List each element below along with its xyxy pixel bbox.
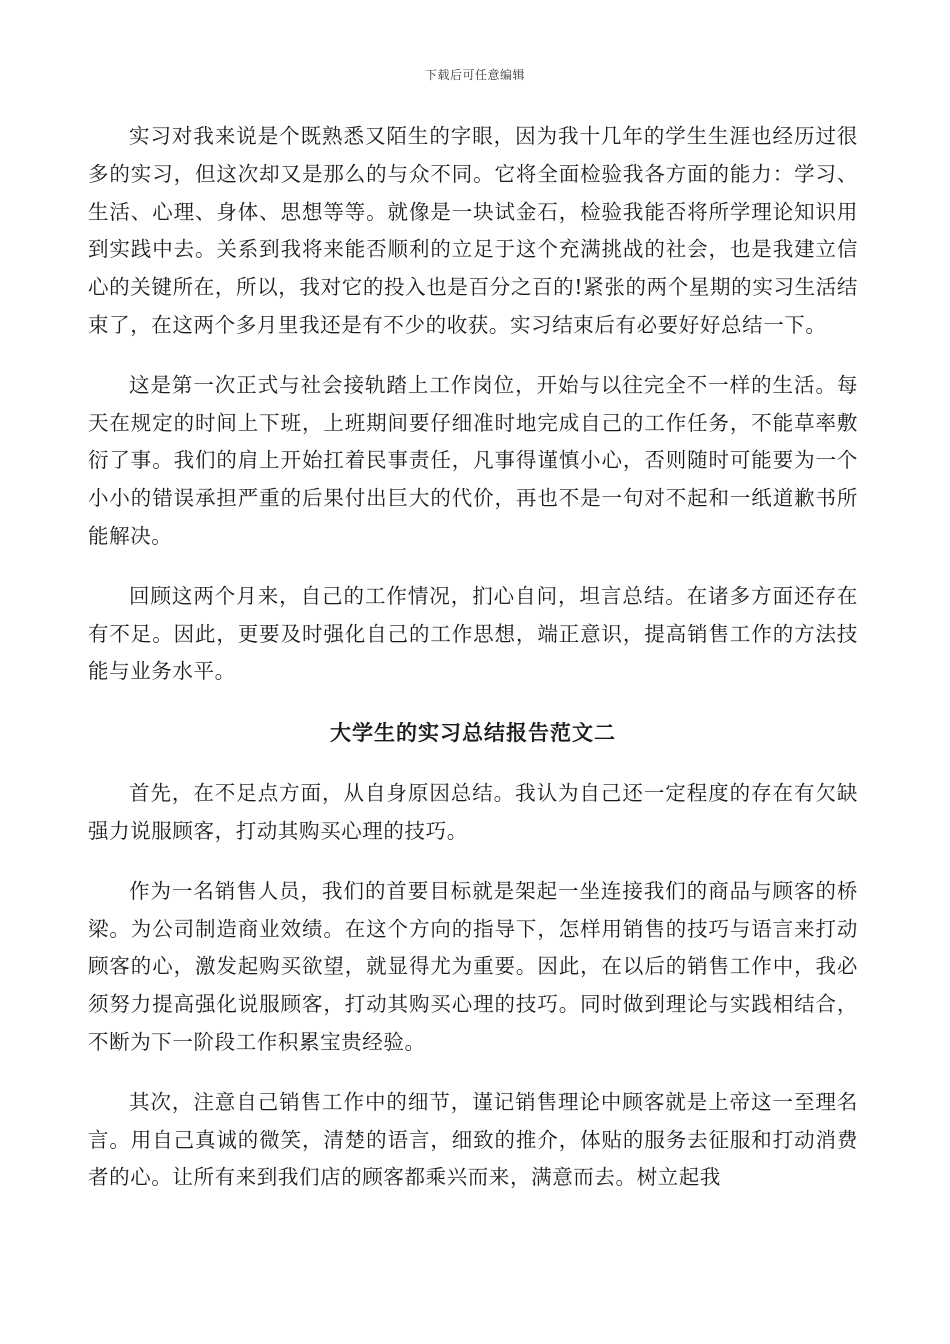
- document-body: [88, 118, 858, 1219]
- paragraph: 回顾这两个月来，自己的工作情况，扪心自问，坦言总结。在诸多方面还存在有不足。因此，更要及时强化自己的工作思想，端正意识，提高销售工作的方法技能与业务水平。: [88, 583, 858, 684]
- paragraph: 其次，注意自己销售工作中的细节，谨记销售理论中顾客就是上帝这一至理名言。用自己真诚的微笑，清楚的语言，细致的推介，体贴的服务去征服和打动消费者的心。让所有来到我们店的顾客都乘兴而来，满意而去。树立起我: [88, 1089, 858, 1190]
- paragraph: 作为一名销售人员，我们的首要目标就是架起一坐连接我们的商品与顾客的桥梁。为公司制造商业效绩。在这个方向的指导下，怎样用销售的技巧与语言来打动顾客的心，激发起购买欲望，就显得尤为重要。因此，在以后的销售工作中，我必须努力提高强化说服顾客，打动其购买心理的技巧。同时做到理论与实践相结合，不断为下一阶段工作积累宝贵经验。: [88, 878, 858, 1054]
- header-note: 下载后可任意编辑: [424, 68, 525, 82]
- paragraph: 实习对我来说是个既熟悉又陌生的字眼，因为我十几年的学生生涯也经历过很多的实习，但这次却又是那么的与众不同。它将全面检验我各方面的能力：学习、生活、心理、身体、思想等等。就像是一块试金石，检验我能否将所学理论知识用到实践中去。关系到我将来能否顺利的立足于这个充满挑战的社会，也是我建立信心的关键所在，所以，我对它的投入也是百分之百的!紧张的两个星期的实习生活结束了，在这两个多月里我还是有不少的收获。实习结束后有必要好好总结一下。: [88, 124, 858, 337]
- paragraph: 首先，在不足点方面，从自身原因总结。我认为自己还一定程度的存在有欠缺强力说服顾客，打动其购买心理的技巧。: [88, 781, 858, 843]
- section-title: 大学生的实习总结报告范文二: [330, 720, 616, 746]
- paragraph: 这是第一次正式与社会接轨踏上工作岗位，开始与以往完全不一样的生活。每天在规定的时间上下班，上班期间要仔细准时地完成自己的工作任务，不能草率敷衍了事。我们的肩上开始扛着民事责任，凡事得谨慎小心，否则随时可能要为一个小小的错误承担严重的后果付出巨大的代价，再也不是一句对不起和一纸道歉书所能解决。: [88, 372, 858, 548]
